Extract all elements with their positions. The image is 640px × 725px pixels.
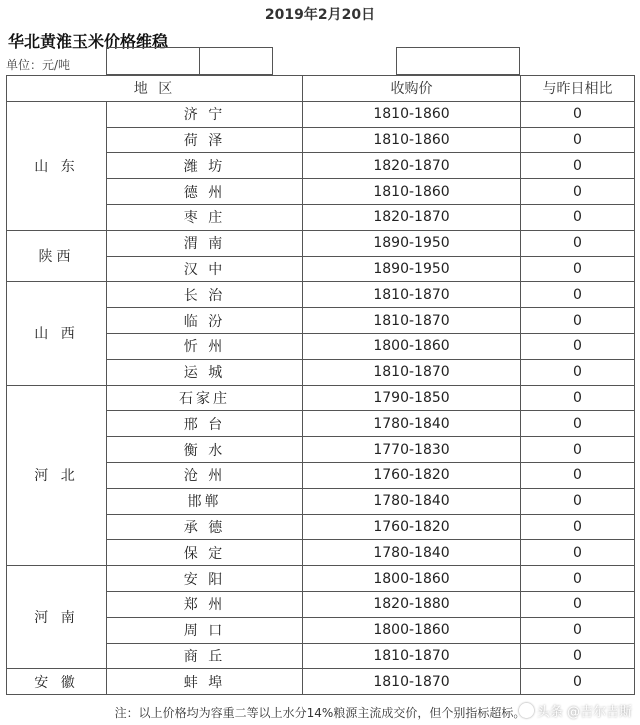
province-cell: 安 徽 xyxy=(7,669,107,695)
city-cell: 邯郸 xyxy=(107,488,303,514)
city-cell: 临 汾 xyxy=(107,308,303,334)
table-row xyxy=(7,282,635,308)
table-row xyxy=(7,385,635,411)
price-cell: 1780-1840 xyxy=(303,540,521,566)
price-cell: 1810-1870 xyxy=(303,282,521,308)
city-cell: 枣 庄 xyxy=(107,204,303,230)
change-cell: 0 xyxy=(521,643,635,669)
city-cell: 石家庄 xyxy=(107,385,303,411)
column-header-region: 地 区 xyxy=(7,76,303,102)
change-cell: 0 xyxy=(521,308,635,334)
change-cell: 0 xyxy=(521,333,635,359)
watermark-text: 头条 @吉尔吉斯 xyxy=(536,705,632,720)
price-cell: 1810-1860 xyxy=(303,127,521,153)
table-row xyxy=(7,566,635,592)
change-cell: 0 xyxy=(521,617,635,643)
price-cell: 1810-1870 xyxy=(303,308,521,334)
province-cell: 山 西 xyxy=(7,282,107,385)
change-cell: 0 xyxy=(521,153,635,179)
city-cell: 安 阳 xyxy=(107,566,303,592)
change-cell: 0 xyxy=(521,127,635,153)
blank-header-cell xyxy=(396,47,520,75)
price-cell: 1820-1870 xyxy=(303,153,521,179)
change-cell: 0 xyxy=(521,591,635,617)
table-row xyxy=(7,230,635,256)
table-row xyxy=(7,101,635,127)
city-cell: 郑 州 xyxy=(107,591,303,617)
table-header-row xyxy=(7,76,635,102)
change-cell: 0 xyxy=(521,411,635,437)
city-cell: 长 治 xyxy=(107,282,303,308)
price-cell: 1780-1840 xyxy=(303,488,521,514)
city-cell: 忻 州 xyxy=(107,333,303,359)
change-cell: 0 xyxy=(521,204,635,230)
blank-header-cell xyxy=(199,47,273,75)
change-cell: 0 xyxy=(521,385,635,411)
change-cell: 0 xyxy=(521,256,635,282)
change-cell: 0 xyxy=(521,359,635,385)
watermark xyxy=(519,701,632,720)
price-cell: 1810-1860 xyxy=(303,101,521,127)
price-cell: 1810-1860 xyxy=(303,179,521,205)
city-cell: 邢 台 xyxy=(107,411,303,437)
city-cell: 渭 南 xyxy=(107,230,303,256)
report-title: 华北黄淮玉米价格维稳 xyxy=(8,32,169,51)
price-cell: 1790-1850 xyxy=(303,385,521,411)
price-cell: 1760-1820 xyxy=(303,514,521,540)
change-cell: 0 xyxy=(521,669,635,695)
price-cell: 1810-1870 xyxy=(303,643,521,669)
province-cell: 河 南 xyxy=(7,566,107,669)
province-cell: 河 北 xyxy=(7,385,107,566)
change-cell: 0 xyxy=(521,437,635,463)
city-cell: 荷 泽 xyxy=(107,127,303,153)
change-cell: 0 xyxy=(521,230,635,256)
city-cell: 商 丘 xyxy=(107,643,303,669)
city-cell: 沧 州 xyxy=(107,462,303,488)
change-cell: 0 xyxy=(521,514,635,540)
city-cell: 潍 坊 xyxy=(107,153,303,179)
price-cell: 1810-1870 xyxy=(303,669,521,695)
change-cell: 0 xyxy=(521,488,635,514)
change-cell: 0 xyxy=(521,101,635,127)
table-row xyxy=(7,669,635,695)
blank-header-cell xyxy=(106,47,200,75)
price-cell: 1890-1950 xyxy=(303,230,521,256)
city-cell: 承 德 xyxy=(107,514,303,540)
change-cell: 0 xyxy=(521,566,635,592)
price-cell: 1760-1820 xyxy=(303,462,521,488)
column-header-price: 收购价 xyxy=(303,76,521,102)
city-cell: 德 州 xyxy=(107,179,303,205)
city-cell: 周 口 xyxy=(107,617,303,643)
price-cell: 1810-1870 xyxy=(303,359,521,385)
city-cell: 蚌 埠 xyxy=(107,669,303,695)
change-cell: 0 xyxy=(521,282,635,308)
report-date: 2019年2月20日 xyxy=(264,7,376,23)
price-cell: 1820-1880 xyxy=(303,591,521,617)
price-cell: 1780-1840 xyxy=(303,411,521,437)
change-cell: 0 xyxy=(521,462,635,488)
city-cell: 运 城 xyxy=(107,359,303,385)
unit-label: 单位：元/吨 xyxy=(6,58,71,72)
province-cell: 陕西 xyxy=(7,230,107,282)
column-header-change: 与昨日相比 xyxy=(521,76,635,102)
price-cell: 1890-1950 xyxy=(303,256,521,282)
price-cell: 1800-1860 xyxy=(303,333,521,359)
price-table xyxy=(6,75,635,695)
city-cell: 济 宁 xyxy=(107,101,303,127)
province-cell: 山 东 xyxy=(7,101,107,230)
city-cell: 衡 水 xyxy=(107,437,303,463)
change-cell: 0 xyxy=(521,540,635,566)
city-cell: 汉 中 xyxy=(107,256,303,282)
price-cell: 1800-1860 xyxy=(303,617,521,643)
price-cell: 1770-1830 xyxy=(303,437,521,463)
table-body xyxy=(7,101,635,694)
change-cell: 0 xyxy=(521,179,635,205)
price-cell: 1820-1870 xyxy=(303,204,521,230)
city-cell: 保 定 xyxy=(107,540,303,566)
price-cell: 1800-1860 xyxy=(303,566,521,592)
footnote: 注：以上价格均为容重二等以上水分14%粮源主流成交价，但个别指标超标。 xyxy=(114,706,526,720)
toutiao-logo-icon xyxy=(519,703,534,718)
